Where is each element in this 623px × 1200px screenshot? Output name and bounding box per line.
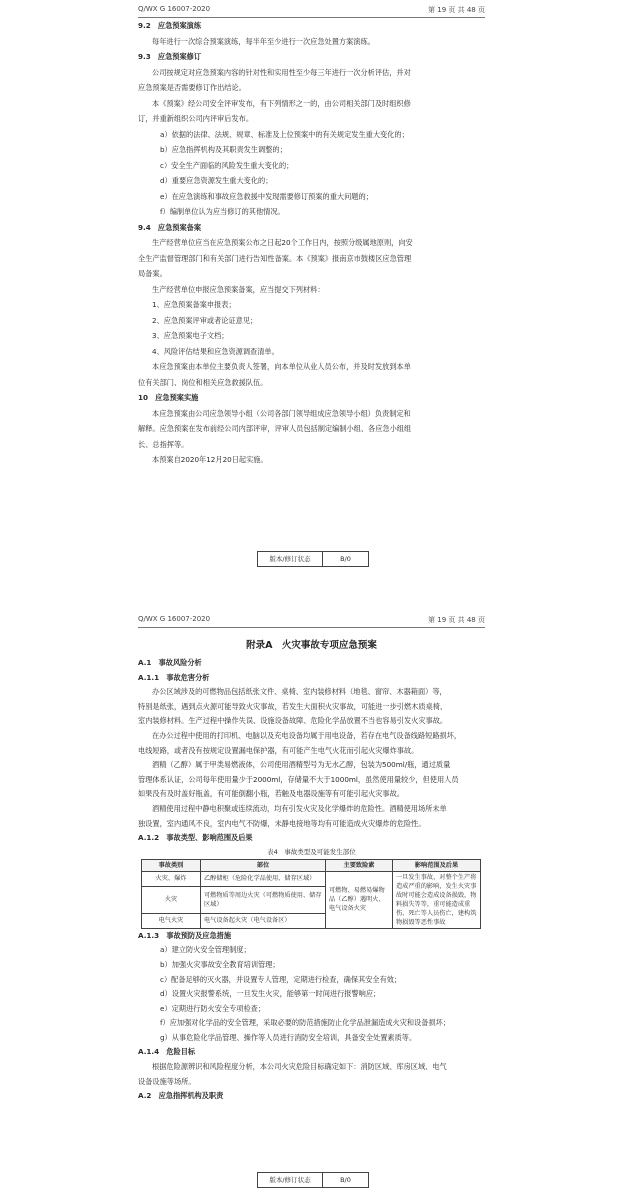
section-heading: A.1.1 事故危害分析 (138, 672, 210, 682)
text-line: 办公区域涉及的可燃物品包括纸张文件、桌椅、室内装修材料（地毯、窗帘、木器箱面）等， (152, 687, 447, 697)
table-cell: 电气设备起火灾（电气设备区） (201, 913, 326, 928)
version-value: B/0 (340, 555, 351, 563)
text-line: 应急预案是否需要修订作出结论。 (138, 83, 246, 92)
text-line: 解释。应急预案在发布前经公司内部评审，评审人员包括制定编制小组、各应急小组组 (138, 424, 412, 433)
table-caption: 表4 事故类型及可能发生部位 (267, 847, 356, 856)
text-line: 酒精（乙醇）属于甲类易燃液体，公司使用酒精型号为无水乙醇，包装为500ml/瓶，通过质量 (152, 760, 451, 770)
text-line: 电线短路，或者没有按规定设置漏电保护器，有可能产生电气火花而引起火灾爆炸事故。 (138, 745, 419, 755)
doc-code: Q/WX G 16007-2020 (138, 5, 211, 13)
text-line: 如果没有及时盖好瓶盖，有可能倒翻小瓶，若触及电器设施等有可能引起火灾事故。 (138, 789, 404, 799)
text-line: 独设置，室内通风不良，室内电气不防爆，未静电接地等均有可能造成火灾爆炸的危险性。 (138, 818, 426, 828)
table-header-cell: 事故类别 (142, 859, 201, 871)
page-body (138, 18, 485, 468)
version-box (257, 1172, 369, 1188)
table-cell: 火灾、爆炸 (142, 871, 201, 886)
text-line: f）编制单位认为应当修订的其他情况。 (160, 207, 285, 216)
text-line: b）加强火灾事故安全教育培训管理； (160, 959, 280, 969)
text-line: c）配备足够的灭火器，并设置专人管理，定期进行检查，确保其安全有效； (160, 974, 402, 984)
text-line: 本《预案》经公司安全评审发布，有下列情形之一的，由公司相关部门及时组织修 (152, 98, 411, 108)
table-cell: 火灾 (142, 886, 201, 913)
table-cell: 可燃物质等周边火灾（可燃物质使用、储存区域） (201, 886, 326, 913)
text-line: 本应急预案由本单位主要负责人签署，向本单位从业人员公布，并及时发放到本单 (152, 362, 411, 371)
text-line: 酒精使用过程中静电积聚或连续流动，均有引发火灾及化学爆炸的危险性。酒精使用场所未单 (152, 803, 447, 813)
text-line: 特别是纸张，遇到点火源可能导致火灾事故，若发生大面积火灾事故，可能进一步引燃木质桌椅、 (138, 701, 448, 711)
section-heading: A.2 应急指挥机构及职责 (138, 1091, 224, 1101)
version-label: 版本/修订状态 (258, 1173, 323, 1187)
text-line: 公司按规定对应急预案内容的针对性和实用性至少每三年进行一次分析评估，并对 (152, 67, 411, 77)
text-line: 2、应急预案评审或者论证意见； (152, 315, 258, 325)
section-heading: A.1.3 事故预防及应急措施 (138, 930, 232, 940)
text-line: 每年进行一次综合预案演练，每半年至少进行一次应急处置方案演练。 (152, 36, 375, 46)
table-header-cell: 部位 (201, 859, 326, 871)
table-cell: 可燃物、易燃易爆物品（乙醇）遇明火、电气设备火灾 (326, 871, 393, 928)
page-number: 第 19 页 共 48 页 (428, 616, 485, 624)
table-header-cell: 主要致险素 (326, 859, 393, 871)
page-body (138, 656, 485, 1104)
table-cell: 一旦发生事故，对整个生产将造成严重的影响，发生火灾事故时可能会造成设备损毁，物料损失等等，重可能造成重伤、死亡等人员伤亡，建构筑物损毁等恶性事故 (393, 871, 481, 928)
text-line: 局备案。 (138, 269, 167, 278)
text-line: 订，并重新组织公司内评审后发布。 (138, 114, 254, 123)
text-line: 3、应急预案电子文档； (152, 331, 229, 340)
text-line: e）在应急演练和事故应急救援中发现需要修订预案的重大问题的； (160, 191, 373, 201)
text-line: 长、总指挥等。 (138, 439, 189, 449)
text-line: 生产经营单位应当在应急预案公布之日起20个工作日内，按照分级属地原则，向安 (152, 238, 413, 247)
page-header (138, 4, 485, 18)
version-box (257, 551, 369, 567)
text-line: d）设置火灾报警系统，一旦发生火灾，能够第一时间进行报警响应； (160, 989, 381, 999)
section-before-table (138, 656, 485, 846)
page-number: 第 19 页 共 48 页 (428, 6, 485, 14)
text-line: 管理体系认证，公司每年使用量少于2000ml，存储量不大于1000ml，虽然使用量较少，但使用人员 (138, 774, 459, 784)
document-page-2 (0, 610, 623, 1200)
text-line: 1、应急预案备案申报表； (152, 300, 236, 309)
section-heading: 9.4 应急预案备案 (138, 222, 202, 232)
appendix-title: 附录A 火灾事故专项应急预案 (246, 640, 377, 651)
text-line: 位有关部门、岗位和相关应急救援队伍。 (138, 377, 268, 387)
text-line: 4、风险评估结果和应急资源调查清单。 (152, 346, 279, 356)
text-line: b）应急指挥机构及其职责发生调整的； (160, 145, 287, 154)
section-heading: 10 应急预案实施 (138, 393, 199, 402)
doc-code: Q/WX G 16007-2020 (138, 615, 211, 623)
text-line: a）依据的法律、法规、规章、标准及上位预案中的有关规定发生重大变化的； (160, 129, 409, 139)
section-heading: 9.2 应急预案演练 (138, 21, 202, 30)
page-header (138, 614, 485, 628)
text-line: 全生产监督管理部门和有关部门进行告知性备案。本《预案》报南京市鼓楼区应急管理 (138, 253, 412, 263)
section-after-table (138, 929, 485, 1104)
risk-table (141, 859, 481, 929)
text-line: 在办公过程中使用的打印机、电脑以及充电设备均属于用电设备，若存在电气设备线路短路损坏， (152, 730, 462, 740)
text-line: e）定期进行防火安全专项检查； (160, 1003, 266, 1013)
text-line: d）重要应急资源发生重大变化的； (160, 176, 273, 185)
text-line: g）从事危险化学品管理、操作等人员进行消防安全培训，具备安全处置素质等。 (160, 1032, 417, 1042)
text-line: a）建立防火安全管理制度； (160, 945, 251, 955)
text-line: 设备设施等场所。 (138, 1076, 196, 1086)
table-row (142, 871, 481, 886)
header-rule (138, 627, 485, 628)
table-header-row (142, 859, 481, 871)
table-header-cell: 影响范围及后果 (393, 859, 481, 871)
text-line: 室内装修材料。生产过程中操作失误、设施设备故障、危险化学品放置不当也容易引发火灾事故。 (138, 716, 448, 726)
version-label: 版本/修订状态 (258, 552, 323, 566)
text-line: f）应加强对化学品的安全管理，采取必要的防范措施防止化学品泄漏造成火灾和设备损坏； (160, 1018, 451, 1028)
text-line: 本预案自2020年12月20日起实施。 (152, 455, 268, 464)
text-line: 本应急预案由公司应急领导小组（公司各部门领导组成应急领导小组）负责制定和 (152, 408, 411, 418)
section-heading: A.1.4 危险目标 (138, 1047, 196, 1057)
version-value: B/0 (340, 1176, 351, 1184)
table-cell: 电气火灾 (142, 913, 201, 928)
section-heading: A.1.2 事故类型、影响范围及后果 (138, 833, 253, 843)
text-line: 生产经营单位申报应急预案备案，应当提交下列材料： (152, 284, 325, 294)
text-line: 根据危险源辨识和风险程度分析，本公司火灾危险目标确定如下：消防区域、库房区域、电气 (152, 1062, 447, 1072)
table-cell: 乙醇储柜（危险化学品使用、储存区域） (201, 871, 326, 886)
section-heading: 9.3 应急预案修订 (138, 52, 202, 61)
section-heading: A.1 事故风险分析 (138, 658, 202, 667)
text-line: c）安全生产面临的风险发生重大变化的； (160, 160, 294, 170)
